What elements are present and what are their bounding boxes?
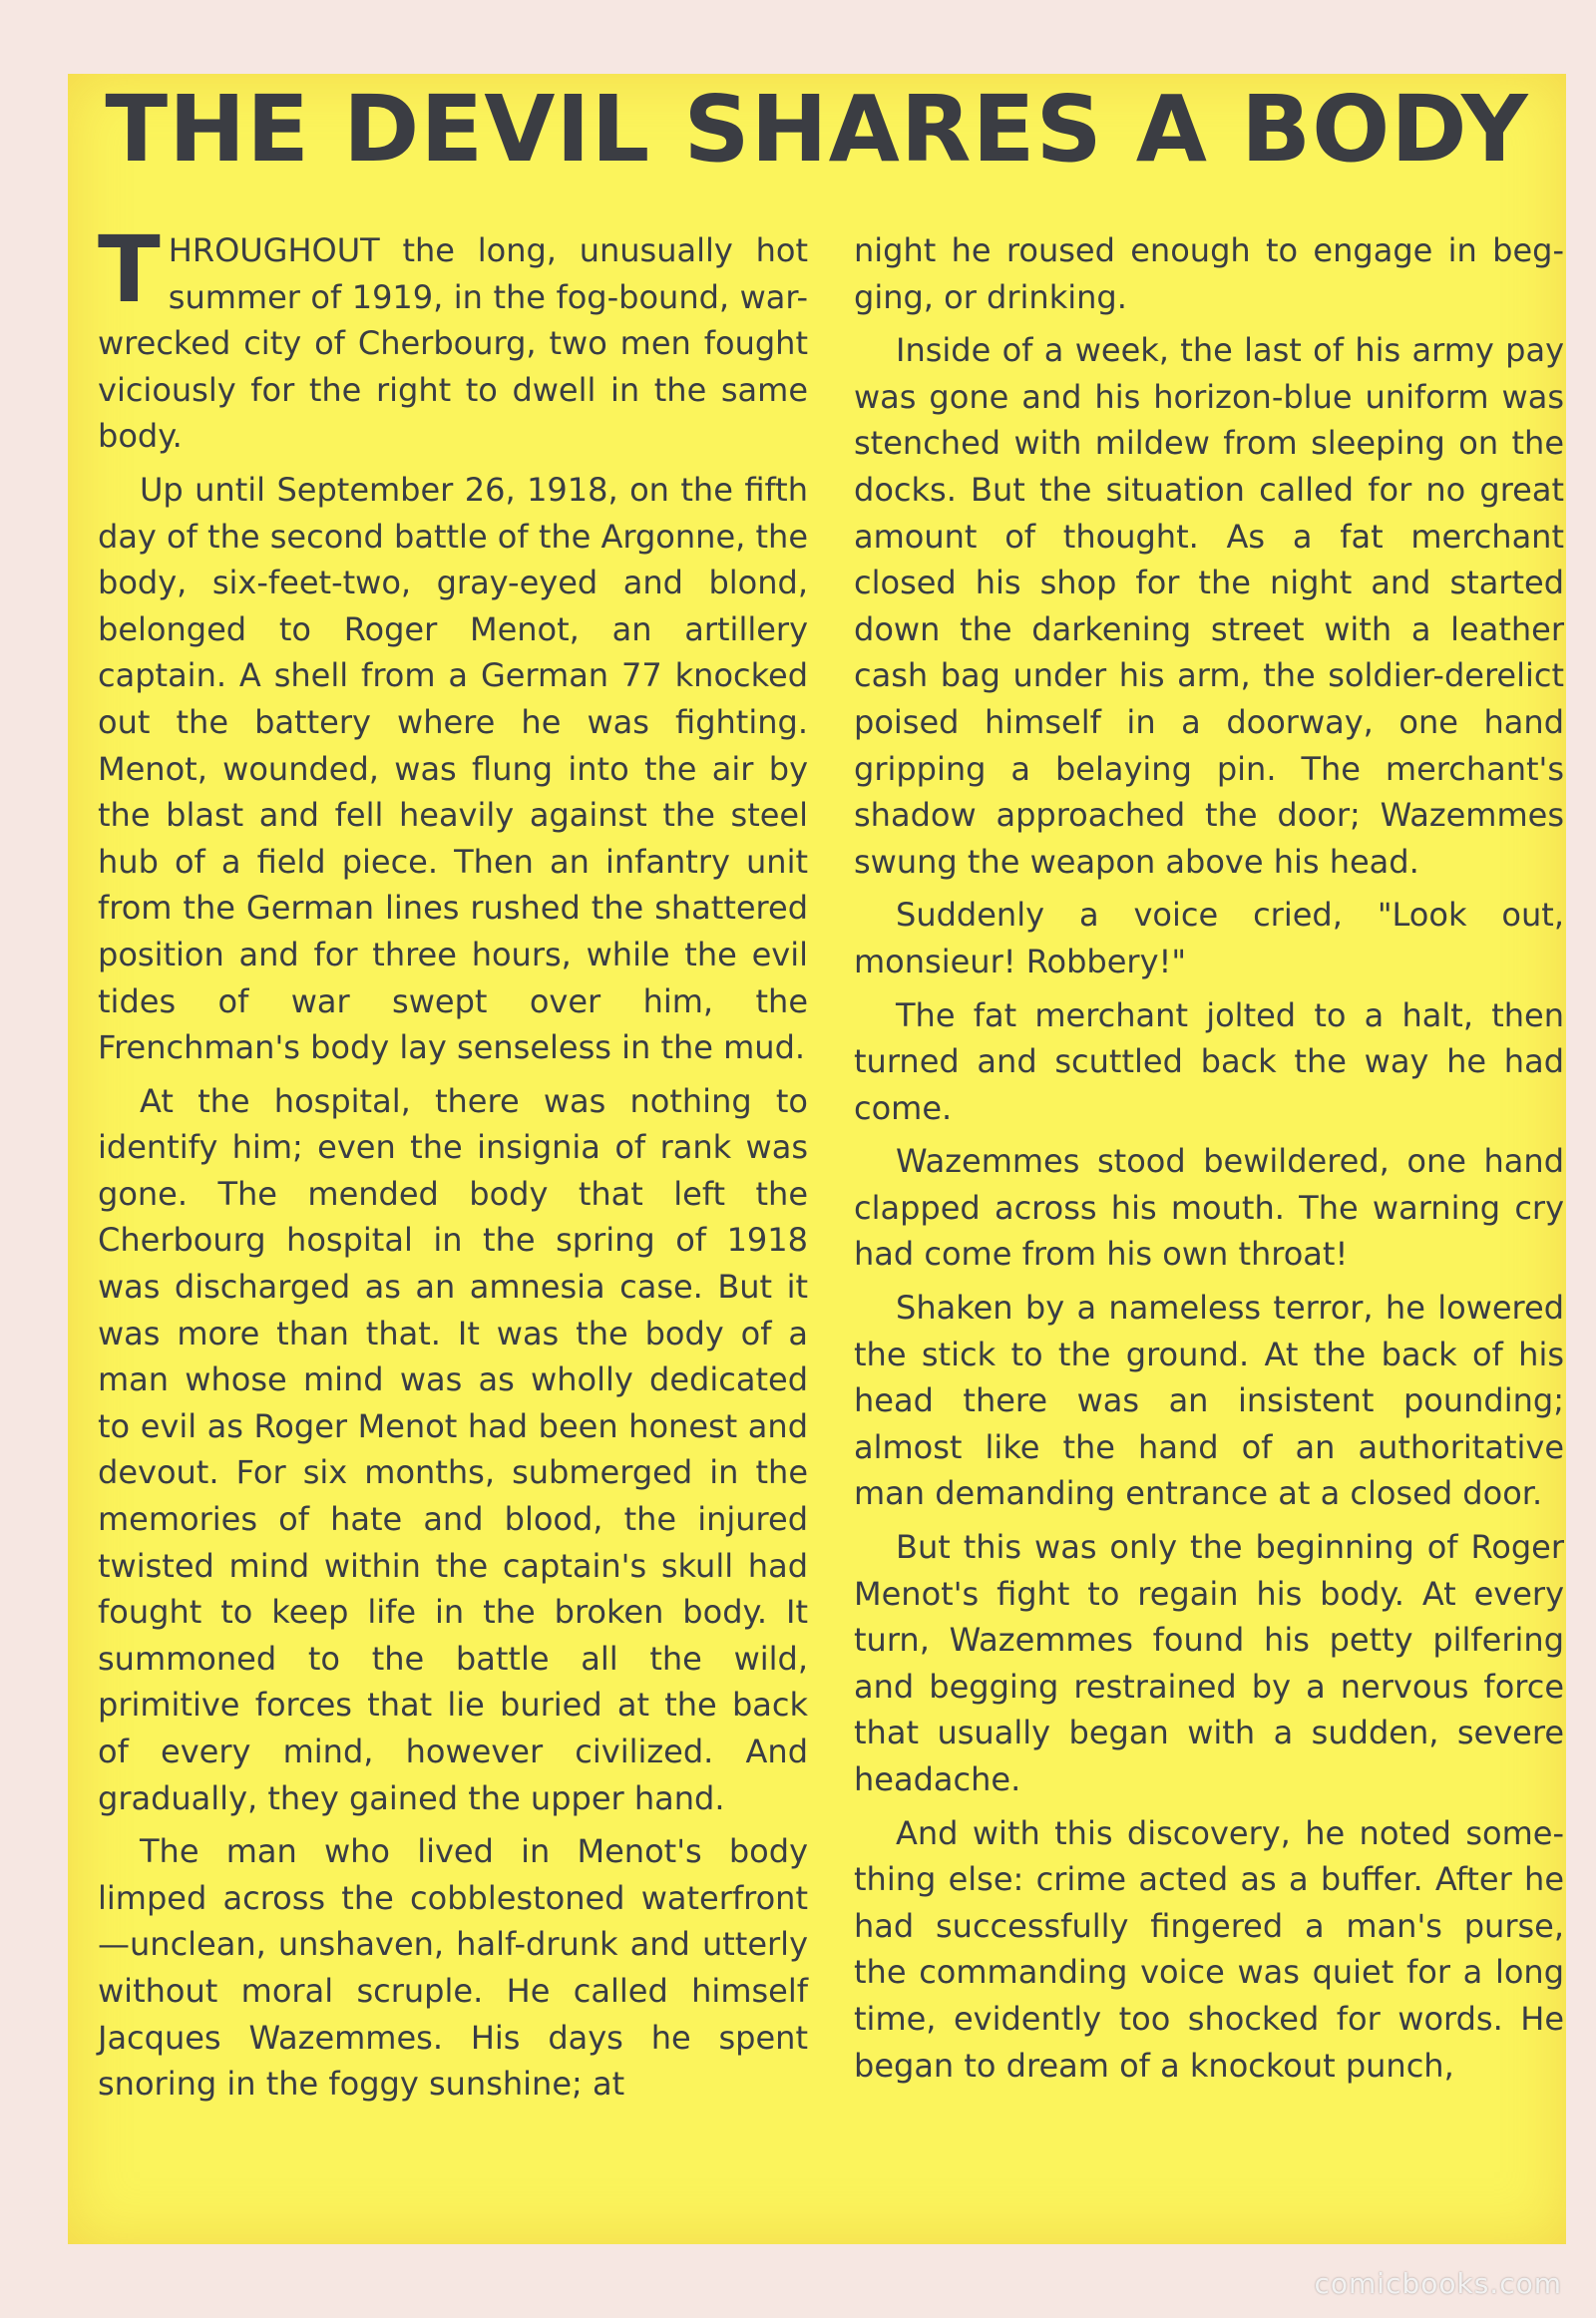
paragraph: Suddenly a voice cried, "Look out, monsieur! Robbery!" [854,896,1564,980]
paragraph: The man who lived in Menot's body limped across the cobblestoned waterfront—unclean, unshaven, half-drunk and utterly without moral scruple. He called himself Jacques Wazemmes. His days he spent snoring in the foggy sunshine; at [98,1832,808,2104]
paragraph-text: HROUGHOUT the long, unusually hot summer of 1919, in the fog-bound, war-wrecked city of Cherbourg, two men fought viciously for the right to dwell in the same body. [98,231,808,456]
paragraph: The fat merchant jolted to a halt, then turned and scuttled back the way he had come. [854,995,1564,1127]
paragraph [98,216,808,460]
paragraph: Inside of a week, the last of his army pay was gone and his horizon-blue uniform was stenched with mildew from sleeping on the docks. But the situation called for no great amount of thought. As a fat merchant closed his shop for the night and started down the darkening street with a leather cash bag under his arm, the soldier-derelict poised himself in a doorway, one hand gripping a belaying pin. The merchant's shadow approached the door; Wazemmes swung the weapon above his head. [854,331,1564,881]
paragraph: Shaken by a nameless terror, he lowered the stick to the ground. At the back of his head there was an insistent pounding; almost like the hand of an authoritative man demanding entrance at a closed door. [854,1289,1564,1513]
right-column [854,227,1564,2096]
paragraph: At the hospital, there was nothing to identify him; even the insignia of rank was gone. The mended body that left the Cherbourg hospital in the spring of 1918 was discharged as an amnesia case. But it was more than that. It was the body of a man whose mind was as wholly dedicated to evil as Roger Menot had been honest and devout. For six months, submerged in the memories of hate and blood, the injured twisted mind within the captain's skull had fought to keep life in the broken body. It summoned to the battle all the wild, primitive forces that lie buried at the back of every mind, however civilized. And gradually, they gained the upper hand. [98,1081,808,1817]
story-title: THE DEVIL SHARES A BODY [105,76,1529,183]
drop-cap: T [98,216,161,323]
paragraph: night he roused enough to engage in begging, or drinking. [854,231,1564,316]
paragraph: And with this discovery, he noted something else: crime acted as a buffer. After he had successfully fingered a man's purse, the commanding voice was quiet for a long time, evidently too shocked for words. He began to dream of a knockout punch, [854,1813,1564,2085]
paragraph: Up until September 26, 1918, on the fifth day of the second battle of the Argonne, the body, six-feet-two, gray-eyed and blond, belonged to Roger Menot, an artillery captain. A shell from a German 77 knocked out the battery where he was fighting. Menot, wounded, was flung into the air by the blast and fell heavily against the steel hub of a field piece. Then an infantry unit from the German lines rushed the shattered position and for three hours, while the evil tides of war swept over him, the Frenchman's body lay senseless in the mud. [98,470,808,1067]
watermark: comicbooks.com [1314,2267,1562,2300]
paragraph: But this was only the beginning of Roger Menot's fight to regain his body. At every turn, Wazemmes found his petty pilfering and begging restrained by a nervous force that usually began with a sudden, severe headache. [854,1528,1564,1798]
left-column [98,216,808,2115]
paragraph: Wazemmes stood bewildered, one hand clapped across his mouth. The warning cry had come from his own throat! [854,1142,1564,1274]
